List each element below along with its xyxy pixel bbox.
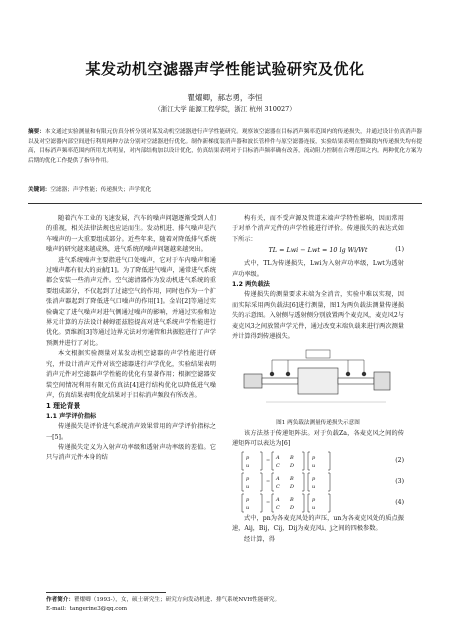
matrix-equation-2 — [232, 451, 352, 471]
affiliation: （浙江大学 能源工程学院，浙江 杭州 310027） — [154, 105, 296, 113]
svg-text:C: C — [276, 462, 280, 469]
svg-text:A: A — [276, 496, 280, 503]
author-bio — [46, 596, 426, 605]
svg-text:u: u — [312, 504, 316, 511]
microphone-3 — [346, 372, 350, 376]
svg-text:D: D — [290, 483, 295, 490]
svg-text:u: u — [246, 462, 250, 469]
equation-4 — [232, 493, 404, 513]
svg-text:=: = — [266, 457, 271, 464]
section-paragraph-1: 传递损失是评价进气系统消声效果常用的声学评价指标之一[5]。 — [46, 423, 216, 441]
svg-text:A: A — [276, 454, 280, 461]
paper-title: 某发动机空滤器声学性能试验研究及优化 — [85, 60, 365, 78]
right-paragraph-6: 经计算，得 — [244, 535, 275, 543]
intro-paragraph-1: 随着汽车工业的飞速发展，汽车的噪声问题逐渐受到人们的重视，相关法律法规也应运而生。发动机进、排气噪声是汽车噪声的一大重要组成部分。近些年来，随着对降低排气系统噪声的研究越来越成熟，进气系统的噪声问题越来越突出。 — [46, 215, 216, 254]
svg-text:u: u — [312, 462, 316, 469]
right-paragraph-4: 该方法基于传递矩阵法。对于负载Za，各麦克风之间的传递矩阵可以表达为[6] — [232, 429, 404, 448]
right-column — [232, 214, 404, 545]
email-line — [46, 605, 426, 614]
subsection-heading-1-1: 1.1 声学评价指标 — [46, 412, 97, 420]
author-bio-text: 瞿燿卿（1993-），女，硕士研究生；研究方向发动机进、排气系统NVH性能研究。 — [73, 597, 281, 603]
matrix-equation-4 — [232, 493, 352, 513]
inlet-tube — [262, 378, 298, 384]
svg-text:u: u — [312, 483, 316, 490]
keywords-text: 空滤器；声学性能；传递损失；声学优化 — [50, 187, 152, 193]
left-column — [46, 214, 216, 464]
svg-text:p: p — [312, 475, 316, 482]
two-load-diagram — [240, 346, 396, 416]
svg-text:p: p — [312, 496, 316, 503]
right-paragraph-5: 式中，pn为各麦克风处的声压，un为各麦克风处的质点振速，Aij，Bij，Cij，Dij为麦克风i、j之间的四极参数。 — [232, 514, 404, 533]
end-load — [374, 372, 390, 390]
keywords — [28, 186, 422, 195]
svg-text:B: B — [290, 496, 294, 503]
keywords-label: 关键词： — [28, 187, 51, 193]
equation-2-number: (2) — [395, 456, 404, 464]
equation-1-number: (1) — [395, 246, 404, 254]
svg-text:p: p — [246, 454, 250, 461]
section-heading-1: 1 理论背景 — [46, 402, 81, 411]
microphone-1 — [270, 372, 274, 376]
intro-paragraph-3: 本文根据实验测量对某发动机空滤器的声学性能进行研究，并设计消声元件对该空滤器进行声学优化，实验结果表明消声元件对空滤器声学性能的优化有显著作用；根据空滤器安装空间情况利用有限元仿真法[4]进行结构优化以降低进气噪声，仿真结果表明优化结果对于目标消声频段有所改善。 — [46, 350, 216, 399]
abstract-label: 摘要： — [28, 129, 45, 135]
equation-3 — [232, 472, 404, 492]
svg-text:p: p — [246, 496, 250, 503]
abstract — [28, 128, 422, 166]
authors: 瞿燿卿，郝志勇，李恒 — [187, 93, 263, 102]
acoustic-element — [298, 368, 338, 394]
svg-text:u: u — [246, 504, 250, 511]
svg-text:p: p — [246, 475, 250, 482]
svg-text:u: u — [246, 483, 250, 490]
email-address: tangerine3@qq.com — [69, 606, 128, 612]
analyzer-box — [306, 350, 330, 358]
microphone-4 — [362, 372, 366, 376]
sound-source — [244, 374, 262, 388]
svg-text:=: = — [266, 478, 271, 485]
equation-1 — [232, 245, 404, 259]
right-paragraph-3: 传递损失的测量要求末端为全消音，实验中难以实现，因而实际采用两负载法[6]进行测量，图1为两负载法测量传递损失的示意图。入射侧与透射侧分别放置两个麦克风，麦克风2与麦克风3之间放置声学元件，通过改变末端负载来进行两次测量并计算得到传递损失。 — [232, 291, 404, 341]
outlet-tube — [338, 378, 374, 384]
right-paragraph-2: 式中，TL为传递损失，Lwi为入射声功率级，Lwt为透射声功率级。 — [232, 260, 404, 278]
svg-text:p: p — [312, 454, 316, 461]
svg-text:C: C — [276, 483, 280, 490]
svg-text:B: B — [290, 475, 294, 482]
svg-text:B: B — [290, 454, 294, 461]
svg-text:C: C — [276, 504, 280, 511]
footnote-divider — [46, 592, 166, 593]
equation-4-number: (4) — [395, 498, 404, 506]
section-paragraph-2: 传递损失定义为入射声功率级和透射声功率级的差值。它只与消声元件本身的结 — [46, 443, 216, 462]
footnote — [46, 596, 426, 614]
subsection-heading-1-2: 1.2 两负载法 — [232, 281, 270, 289]
svg-text:D: D — [290, 462, 295, 469]
matrix-equation-3 — [232, 472, 352, 492]
author-bio-label: 作者简介： — [46, 597, 74, 603]
figure-1-caption: 图1 两负载法测量传递损失示意图 — [276, 420, 360, 427]
equation-2 — [232, 451, 404, 471]
equation-1-text: TL = Lwi − Lwt = 10 lg Wi/Wt — [268, 246, 368, 255]
abstract-text: 本文通过实验测量和有限元仿真分析分别对某发动机空滤器进行声学性能研究。观察该空滤器在目标消声频率范围内的传递损失，并通过设计仿真消声器以及对空滤器内部空间进行利用两种方法分别对空滤器进行优化。制作新梯度装消声器和波长管样件与原空滤器连接，实验结果表明在整圈段内传递损失均有提高，目标消声频率范围内所用尤其明显，对内部结构加以设计优化，仿真结果表明对于目标消声频率确有改善，流动阻力控制在合理范围之内。两种优化方案为后期的优化工作提供了指导作用。 — [28, 129, 422, 164]
svg-text:A: A — [276, 475, 280, 482]
svg-text:D: D — [290, 504, 295, 511]
divider — [28, 203, 422, 204]
microphone-2 — [286, 372, 290, 376]
equation-3-number: (3) — [395, 477, 404, 485]
intro-paragraph-2: 进气系统噪声主要指进气口处噪声，它对于车内噪声和通过噪声都有很大的贡献[1]。为了降低进气噪声，通常进气系统都会安装一些消声元件。空气滤清器作为发动机进气系统的重要组成部分，不仅起到了过滤空气的作用，同时也作为一个扩张消声器起到了降低进气口噪声的作用[1]。金岩[2]等通过实验确定了进气噪声对进气侧通过噪声的影响，并通过实验和边界元计算的方法设计赫姆霍兹腔提高对进气系统声学性能进行优化。贾维新[3]等通过边界元法对旁通管和共振腔进行了声学预测并进行了对比。 — [46, 256, 216, 347]
right-paragraph-1: 构有关，而不受声源及管道末端声学特性影响，因而常用于对单个消声元件的声学性能进行评价。传递损失的表达式如下所示： — [232, 215, 404, 243]
email-label: E-mail: — [46, 606, 67, 612]
svg-text:=: = — [266, 499, 271, 506]
figure-1 — [240, 346, 396, 416]
